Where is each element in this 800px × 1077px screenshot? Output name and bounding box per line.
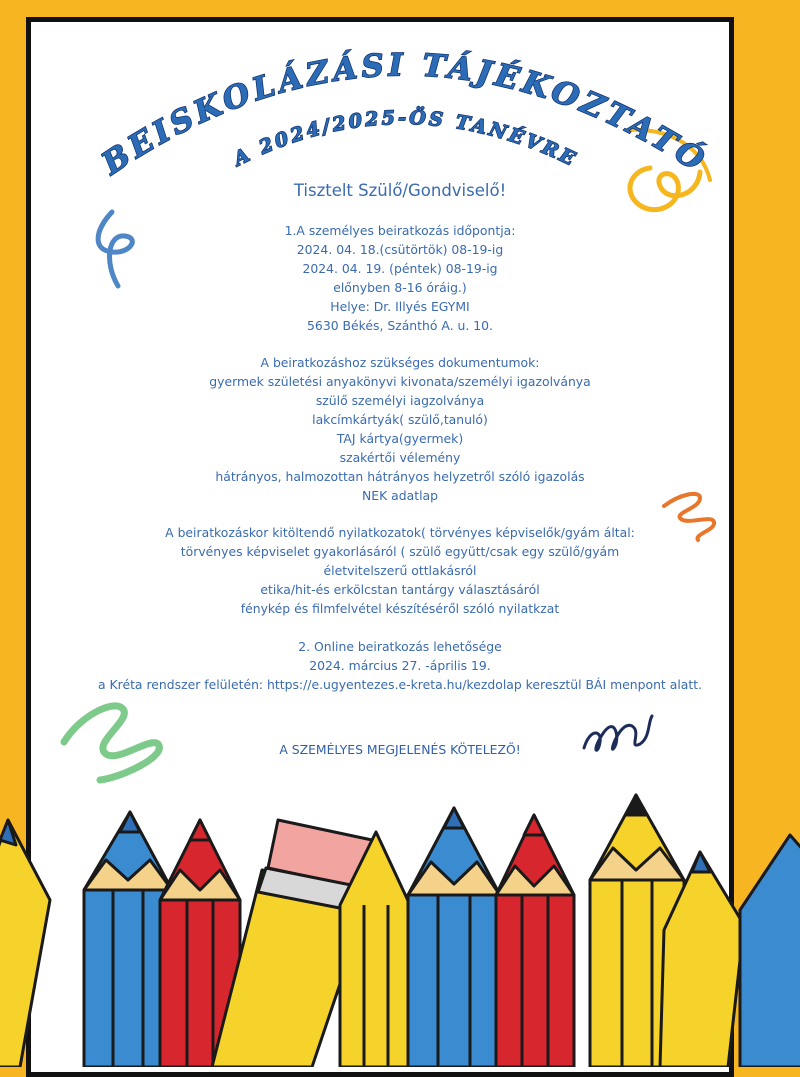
- greeting: Tisztelt Szülő/Gondviselő!: [293, 181, 507, 200]
- pencil-blue-3: [740, 835, 800, 1067]
- online-dates: 2024. március 27. -április 19.: [309, 657, 491, 673]
- document-item: szakértői vélemény: [339, 449, 461, 465]
- title-line-2: A 2024/2025-ÖS TANÉVRE: [230, 106, 582, 172]
- information-text: [26, 180, 774, 760]
- declarations-heading: A beiratkozáskor kitöltendő nyilatkozatok( törvényes képviselők/gyám által:: [165, 525, 635, 541]
- title-line-1: BEISKOLÁZÁSI TÁJÉKOZTATÓ: [95, 47, 714, 183]
- document-item: gyermek születési anyakönyvi kivonata/személyi igazolványa: [209, 374, 591, 390]
- section1-heading: 1.A személyes beiratkozás időpontja:: [284, 223, 516, 238]
- mandatory-notice: A SZEMÉLYES MEGJELENÉS KÖTELEZŐ!: [279, 741, 521, 757]
- documents-heading: A beiratkozáshoz szükséges dokumentumok:: [260, 355, 540, 371]
- section1-line: előnyben 8-16 óráig.): [333, 279, 467, 295]
- section1-line: 5630 Békés, Szánthó A. u. 10.: [307, 317, 493, 333]
- declaration-item: fénykép és filmfelvétel készítéséről szóló nyilatkzat: [240, 601, 560, 617]
- section1-line: 2024. 04. 19. (péntek) 08-19-ig: [302, 260, 498, 276]
- section1-line: Helye: Dr. Illyés EGYMI: [330, 298, 470, 314]
- document-item: szülő személyi iagzolványa: [315, 393, 485, 409]
- online-details: a Kréta rendszer felületén: https://e.ugyentezes.e-kreta.hu/kezdolap keresztül BÁI menpont alatt.: [97, 676, 703, 692]
- document-item: NEK adatlap: [362, 487, 438, 503]
- online-heading: 2. Online beiratkozás lehetősége: [298, 638, 502, 654]
- declaration-item: etika/hit-és erkölcstan tantárgy választásáról: [260, 582, 540, 598]
- declaration-item: életvitelszerű ottlakásról: [323, 563, 477, 579]
- document-item: TAJ kártya(gyermek): [336, 430, 464, 446]
- document-item: hátrányos, halmozottan hátrányos helyzetről szóló igazolás: [215, 468, 585, 484]
- document-item: lakcímkártyák( szülő,tanuló): [312, 412, 488, 428]
- section1-line: 2024. 04. 18.(csütörtök) 08-19-ig: [296, 241, 504, 257]
- declaration-item: törvényes képviselet gyakorlásáról ( szülő együtt/csak egy szülő/gyám: [180, 544, 620, 560]
